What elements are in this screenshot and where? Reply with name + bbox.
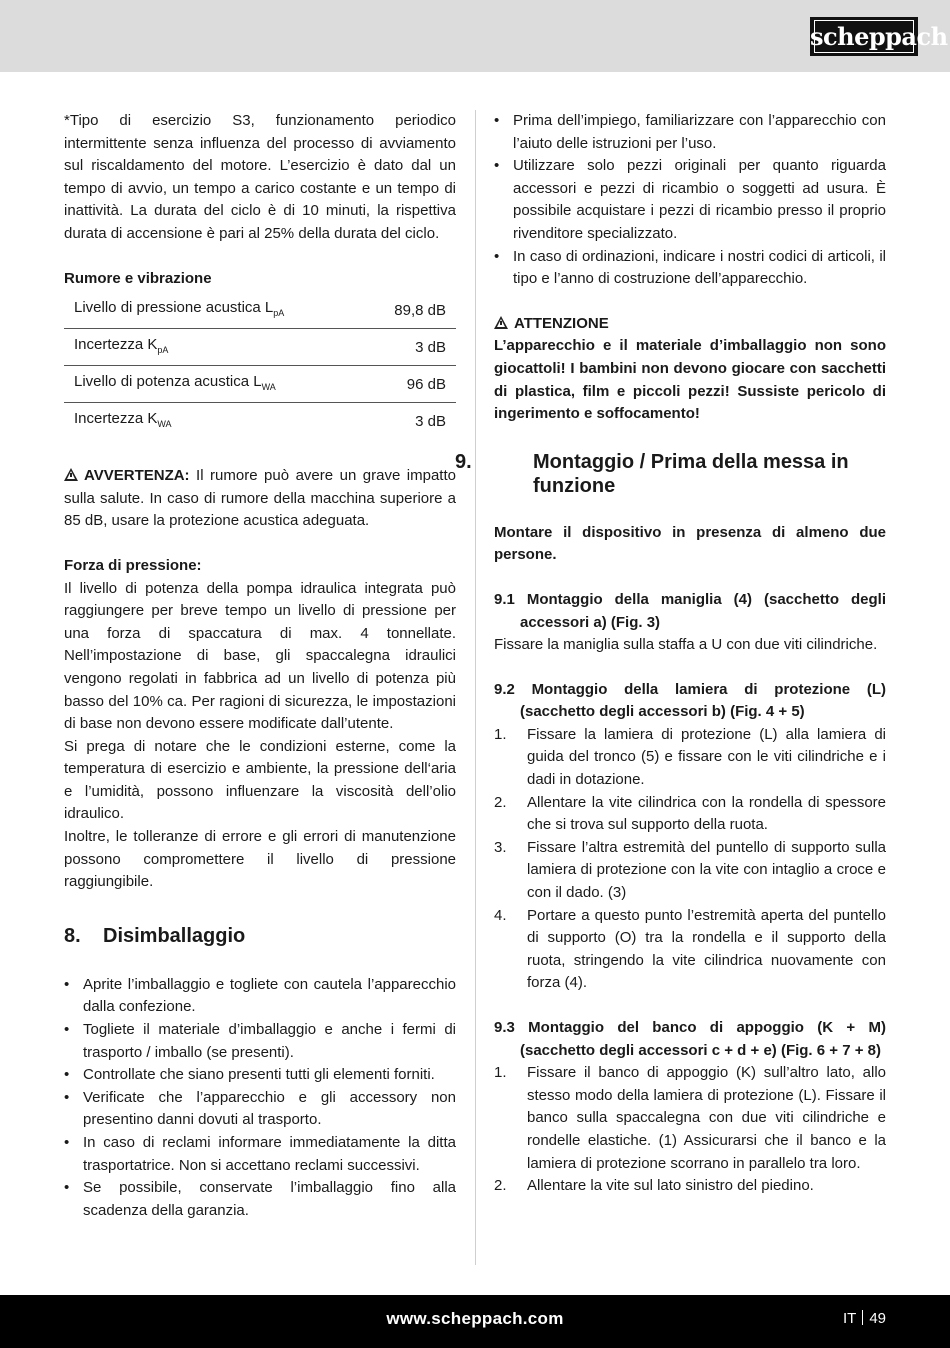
table-row xyxy=(64,292,456,329)
page-number: 49 xyxy=(869,1310,886,1327)
noise-title: Rumore e vibrazione xyxy=(64,269,212,287)
operating-mode-note: *Tipo di esercizio S3, funzionamento periodico intermittente senza influenza del processo di avviamento sul riscaldamento del motore. L’esercizio è dato dal un tempo di avvio, un tempo a carico costante e un tempo di inattività. La durata del ciclo è di 10 minuti, la rispettiva durata di accensione è pari al 25% della durata del ciclo. xyxy=(64,112,456,242)
footer-bar xyxy=(0,1295,950,1348)
list-item: • In caso di ordinazioni, indicare i nostri codici di articoli, il tipo e l’anno di costruzione dell’apparecchio. xyxy=(494,246,886,291)
subsection-9-2-title: 9.2 Montaggio della lamiera di protezione (L) (sacchetto degli accessori b) (Fig. 4 + 5) xyxy=(494,680,886,721)
force-paragraph: Inoltre, le tolleranze di errore e gli errori di manutenzione possono compromettere il livello di pressione raggiungibile. xyxy=(64,828,456,891)
list-item: 2. Allentare la vite sul lato sinistro del piedino. xyxy=(494,1177,814,1195)
brand-name: scheppach xyxy=(810,22,948,51)
brand-logo xyxy=(810,17,948,56)
noise-label: Incertezza $K_{WA}$ xyxy=(74,410,172,430)
list-item: 1. Fissare la lamiera di protezione (L) alla lamiera di guida del tronco (5) e fissare con le viti cilindriche e i dadi in dotazione. xyxy=(494,725,886,789)
noise-table xyxy=(64,292,456,439)
noise-label: Incertezza $K_{pA}$ xyxy=(74,336,169,356)
warning-icon xyxy=(494,316,508,329)
website-link[interactable]: www.scheppach.com xyxy=(386,1309,564,1328)
force-paragraph: Il livello di potenza della pompa idraulica integrata può raggiungere per breve tempo un livello di pressione per una forza di spaccatura di max. 4 tonnellate. Nell’impostazione di base, gli spaccalegna idraulici vengono regolati in fabbrica ad un livello di potenza più basso del 10% ca. Per ragioni di sicurezza, le impostazioni di base non devono essere modificate dall’utente. xyxy=(64,579,456,733)
page-indicator xyxy=(843,1310,886,1327)
noise-value: 3 dB xyxy=(415,339,446,357)
list-item: 2. Allentare la vite cilindrica con la rondella di spessore che si trova sul supporto della ruota. xyxy=(494,793,886,834)
attention-text: L’apparecchio e il materiale d’imballaggio non sono giocattoli! I bambini non devono giocare con sacchetti di plastica, film e piccoli pezzi! Sussiste pericolo di ingerimento e soffocamento! xyxy=(494,337,886,423)
separator xyxy=(862,1310,863,1325)
force-paragraph: Si prega di notare che le condizioni esterne, come la temperatura di esercizio e ambiente, la pressione dell‘aria e l’umidità, possono influenzare la viscosità dell’olio idraulico. xyxy=(64,737,456,823)
subsection-9-3-title: 9.3 Montaggio del banco di appoggio (K + M) (sacchetto degli accessori c + d + e) (Fig. 6 + 7 + 8) xyxy=(494,1019,886,1059)
force-title: Forza di pressione: xyxy=(64,556,202,574)
right-column xyxy=(455,110,886,1198)
noise-label: Livello di pressione acustica $L_{pA}$ xyxy=(74,299,285,319)
usage-list xyxy=(494,110,886,291)
section-8-heading: 8. Disimballaggio xyxy=(64,924,246,947)
list-item: • Se possibile, conservate l’imballaggio fino alla scadenza della garanzia. xyxy=(64,1177,456,1222)
table-row xyxy=(64,403,456,440)
left-column xyxy=(64,110,456,1222)
steps-9-3 xyxy=(494,1062,886,1198)
column-divider xyxy=(475,110,476,1265)
list-item: • Controllate che siano presenti tutti gli elementi forniti. xyxy=(64,1064,456,1087)
header-bar xyxy=(0,0,950,72)
list-item: • Prima dell’impiego, familiarizzare con l’apparecchio con l’aiuto delle istruzioni per l’uso. xyxy=(494,110,886,155)
noise-value: 89,8 dB xyxy=(394,302,446,320)
steps-9-2 xyxy=(494,724,886,995)
noise-value: 96 dB xyxy=(406,376,446,394)
table-row xyxy=(64,329,456,366)
noise-warning: AVVERTENZA: Il rumore può avere un grave impatto sulla salute. In caso di rumore della macchina superiore a 85 dB, usare la protezione acustica adeguata. xyxy=(64,467,456,530)
noise-label: Livello di potenza acustica $L_{WA}$ xyxy=(74,373,276,393)
subsection-9-1-text: Fissare la maniglia sulla staffa a U con due viti cilindriche. xyxy=(494,636,878,654)
section-9-intro: Montare il dispositivo in presenza di almeno due persone. xyxy=(494,523,886,564)
list-item: • Utilizzare solo pezzi originali per quanto riguarda accessori e pezzi di ricambio o soggetti ad usura. È possibile acquistare i pezzi di ricambio presso il proprio rivenditore specializzato. xyxy=(494,155,886,245)
list-item: • Aprite l’imballaggio e togliete con cautela l’apparecchio dalla confezione. xyxy=(64,974,456,1019)
list-item: 4. Portare a questo punto l’estremità aperta del puntello di supporto (O) tra la rondella e il supporto della ruota, stringendo la vite cilindrica nuovamente con forza (4). xyxy=(494,906,886,992)
attention-label: ATTENZIONE xyxy=(494,313,886,336)
unpacking-list xyxy=(64,974,456,1223)
list-item: 3. Fissare l’altra estremità del puntello di supporto sulla lamiera di protezione con la vite con intaglio a croce e con il dado. (3) xyxy=(494,838,886,902)
list-item: • Verificate che l’apparecchio e gli accessory non presentino danni dovuti al trasporto. xyxy=(64,1087,456,1132)
table-row xyxy=(64,366,456,403)
list-item: 1. Fissare il banco di appoggio (K) sull’altro lato, allo stesso modo della lamiera di protezione (L). Fissare il banco sulla spaccalegna con due viti cilindriche e rondelle elastiche. (1) Assicurarsi che il banco e la lamiera di protezione scorrano in parallelo tra loro. xyxy=(494,1064,886,1172)
warning-icon xyxy=(64,468,78,481)
noise-value: 3 dB xyxy=(415,413,446,431)
section-9-heading: 9. Montaggio / Prima della messa in funzione xyxy=(455,450,849,497)
language-code: IT xyxy=(842,1310,857,1327)
subsection-9-1-title: 9.1 Montaggio della maniglia (4) (sacchetto degli accessori a) (Fig. 3) xyxy=(494,590,886,631)
list-item: • Togliete il materiale d’imballaggio e anche i fermi di trasporto / imballo (se presenti). xyxy=(64,1019,456,1064)
list-item: • In caso di reclami informare immediatamente la ditta trasportatrice. Non si accettano reclami successivi. xyxy=(64,1132,456,1177)
